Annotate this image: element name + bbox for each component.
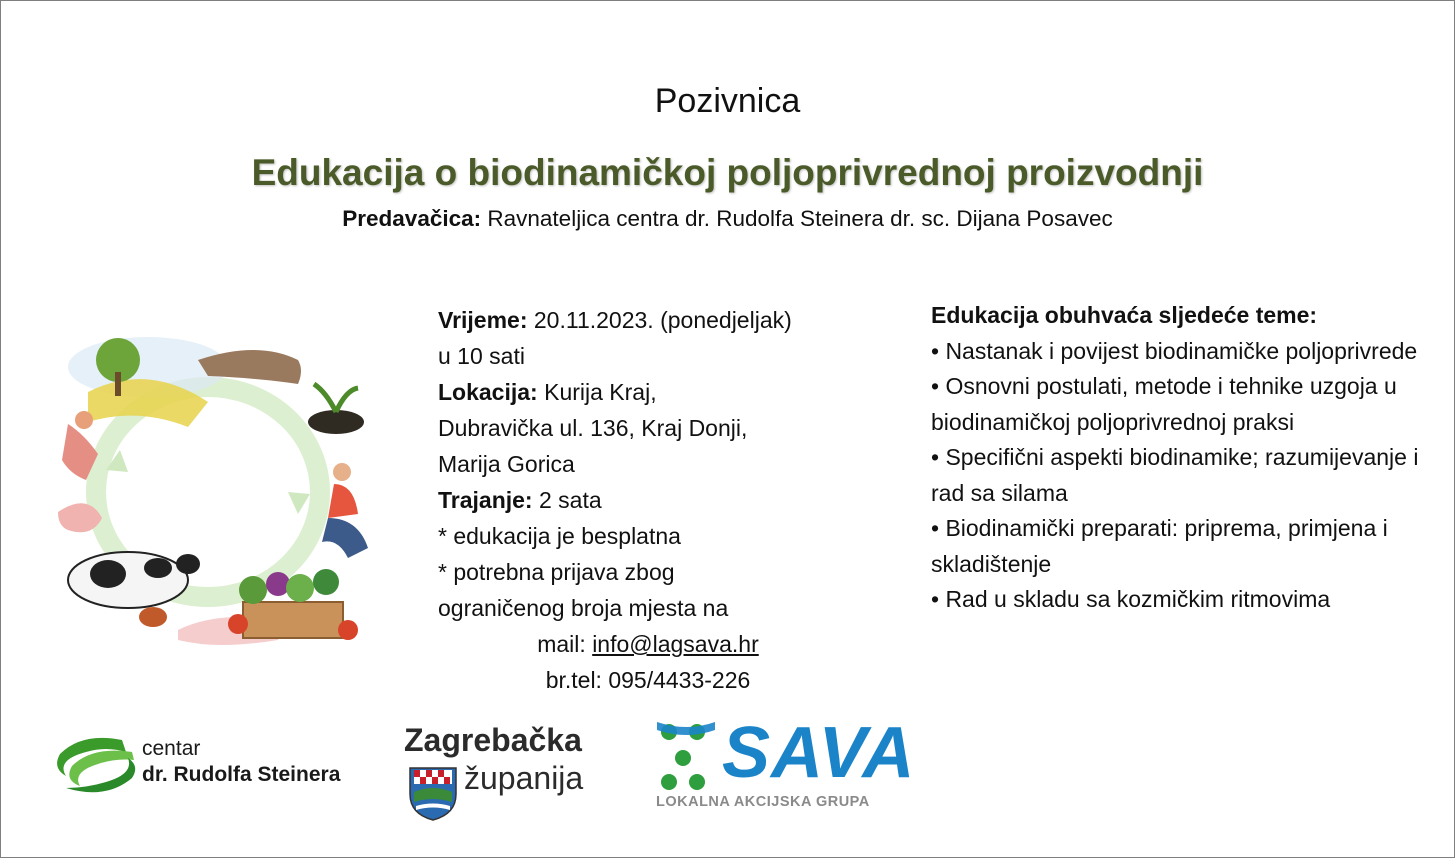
lecturer-value: Ravnateljica centra dr. Rudolfa Steinera dr. sc. Dijana Posavec xyxy=(487,206,1113,231)
topics-heading: Edukacija obuhvaća sljedeće teme: xyxy=(931,302,1318,328)
cycle-arrow-right xyxy=(288,492,310,514)
lecturer-line xyxy=(0,206,1455,232)
topic-item: • Rad u skladu sa kozmičkim ritmovima xyxy=(931,586,1331,612)
man-shirt xyxy=(328,484,358,518)
woman-head xyxy=(75,411,93,429)
tree-trunk xyxy=(115,372,121,396)
chicken xyxy=(139,607,167,627)
topic-item: • Specifični aspekti biodinamike; razumijevanje i rad sa silama xyxy=(931,444,1419,506)
zagreb-county-subtitle: županija xyxy=(464,760,584,796)
lecturer-label: Predavačica: xyxy=(342,206,482,231)
steiner-logo-text xyxy=(142,736,340,788)
vegetable-crate xyxy=(243,602,343,638)
event-title: Edukacija o biodinamičkoj poljoprivrednoj proizvodnji xyxy=(251,152,1204,193)
note-free: * edukacija je besplatna xyxy=(438,523,681,549)
note-registration-1: * potrebna prijava zbog xyxy=(438,559,675,585)
topic-item: • Osnovni postulati, metode i tehnike uzgoja u biodinamičkoj poljoprivrednoj praksi xyxy=(931,373,1397,435)
zagreb-county-name: Zagrebačka xyxy=(404,722,582,758)
steiner-line1: centar xyxy=(142,737,201,760)
event-info xyxy=(438,302,878,698)
man-trousers xyxy=(322,518,368,558)
veg-tomato-1 xyxy=(228,614,248,634)
sava-subtitle: LOKALNA AKCIJSKA GRUPA xyxy=(656,794,870,810)
steiner-line2: dr. Rudolfa Steinera xyxy=(142,763,341,786)
duration-value: 2 sata xyxy=(539,487,602,513)
location-line2: Dubravička ul. 136, Kraj Donji, xyxy=(438,415,748,441)
cow-spot-2 xyxy=(144,558,172,578)
time-value: 20.11.2023. (ponedjeljak) xyxy=(533,307,792,333)
cow-body xyxy=(68,552,188,608)
zagreb-county-crest xyxy=(408,764,458,822)
veg-lettuce xyxy=(286,574,314,602)
location-row xyxy=(438,374,878,410)
time-row xyxy=(438,302,878,338)
duration-label: Trajanje: xyxy=(438,487,533,513)
veg-tomato-2 xyxy=(338,620,358,640)
location-line1: Kurija Kraj, xyxy=(544,379,657,405)
mail-row xyxy=(438,626,858,662)
location-label: Lokacija: xyxy=(438,379,538,405)
cow-head xyxy=(176,554,200,574)
topics-section xyxy=(931,298,1421,618)
location-line3: Marija Gorica xyxy=(438,451,575,477)
sava-wordmark: SAVA xyxy=(722,713,916,793)
seedling xyxy=(314,384,358,412)
man-head xyxy=(333,463,351,481)
phone-row: br.tel: 095/4433-226 xyxy=(545,667,751,693)
mail-label: mail: xyxy=(537,631,586,657)
note-registration-2: ograničenog broja mjesta na xyxy=(438,595,729,621)
veg-eggplant xyxy=(266,572,290,596)
biodynamic-cycle-illustration xyxy=(38,312,388,652)
cow-spot-1 xyxy=(90,560,126,588)
duration-row xyxy=(438,482,878,518)
mail-link[interactable]: info@lagsava.hr xyxy=(592,631,759,657)
invitation-label: Pozivnica xyxy=(654,82,801,120)
time-hour: u 10 sati xyxy=(438,343,525,369)
soil-mound xyxy=(308,410,364,434)
veg-cabbage xyxy=(239,576,267,604)
topic-item: • Nastanak i povijest biodinamičke poljoprivrede xyxy=(931,337,1418,364)
topic-item: • Biodinamički preparati: priprema, primjena i skladištenje xyxy=(931,515,1388,577)
veg-greens xyxy=(313,569,339,595)
time-label: Vrijeme: xyxy=(438,307,528,333)
sava-logo-mark xyxy=(657,722,717,792)
